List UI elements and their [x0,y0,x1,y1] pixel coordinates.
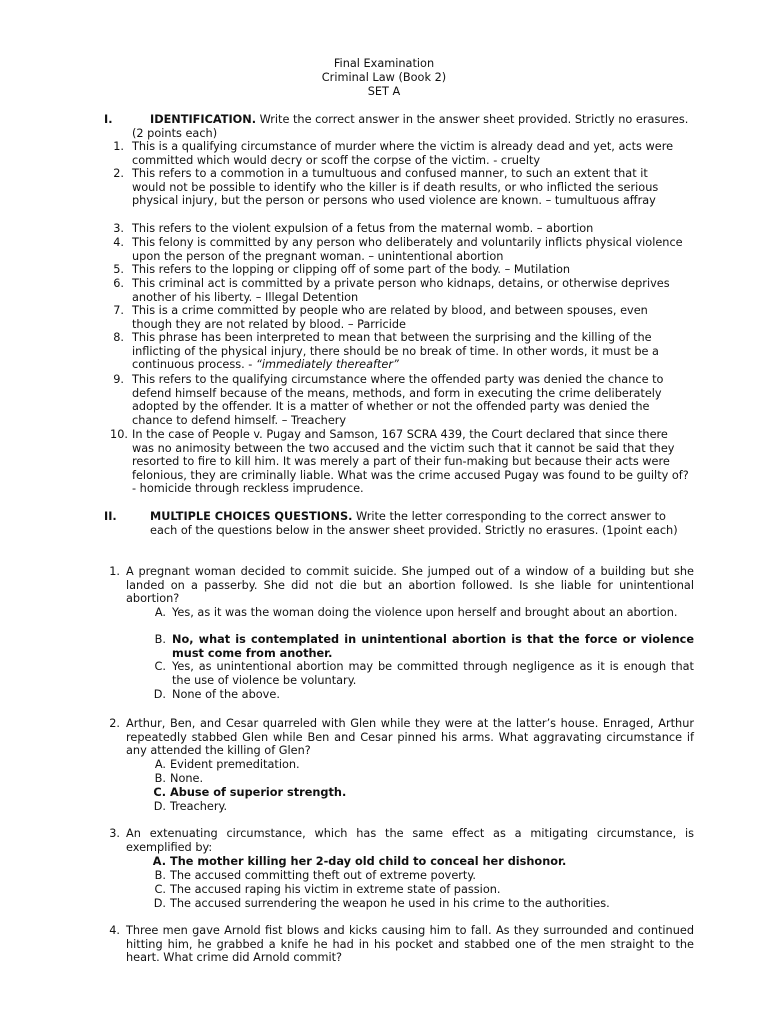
id-item: In the case of People v. Pugay and Samson, 167 SCRA 439, the Court declared that since there was no animosity between the two accused and the victim such that it cannot be said that they resorted to fire to kill him. It was merely a part of their fun-making but because their acts were felonious, they are criminally liable. What was the crime accused Pugay was found to be guilty of? - homicide through reckless imprudence. [132,428,689,496]
id-item-number: 10. [110,428,128,441]
section2-instruction-text: Write the letter corresponding to the correct answer to each of the questions below in the answer sheet provided. Strictly no erasures. (1point each) [150,510,678,537]
exam-subject: Criminal Law (Book 2) [321,71,447,84]
mc-choice-answer: No, what is contemplated in unintentional abortion is that the force or violence must come from another. [172,633,694,660]
id-item: This criminal act is committed by a private person who kidnaps, detains, or otherwise deprives another of his liberty. – Illegal Detention [132,277,670,304]
mc-choice-letter: C. [154,883,166,896]
mc-question: Arthur, Ben, and Cesar quarreled with Glen while they were at the latter’s house. Enraged, Arthur repeatedly stabbed Glen while Ben and Cesar pinned his arms. What aggravating circumstance if any attended the killing of Glen? [126,717,694,758]
mc-choice: Treachery. [170,800,228,813]
exam-set: SET A [367,85,401,98]
mc-choice-letter: B. [154,772,166,785]
id-item-number: 4. [113,236,124,249]
mc-choice-answer: Abuse of superior strength. [170,786,347,799]
id-item-answer: “immediately thereafter” [255,358,399,372]
section2-instructions [150,510,680,537]
id-item-number: 2. [113,167,124,180]
id-item: This is a crime committed by people who are related by blood, and between spouses, even though they are not related by blood. – Parricide [132,304,648,331]
id-item: This felony is committed by any person who deliberately and voluntarily inflicts physical violence upon the person of the pregnant woman. – unintentional abortion [132,236,683,263]
mc-choice-letter: C. [154,660,166,673]
mc-choice-letter: B. [154,869,166,882]
mc-choice-answer: The mother killing her 2-day old child to conceal her dishonor. [170,855,567,868]
id-item: This refers to the lopping or clipping off of some part of the body. – Mutilation [132,263,571,276]
mc-choice: The accused committing theft out of extreme poverty. [170,869,477,882]
id-item-number: 3. [113,222,124,235]
id-item: This is a qualifying circumstance of murder where the victim is already dead and yet, acts were committed which would decry or scoff the corpse of the victim. - cruelty [132,140,674,167]
id-item: This refers to the violent expulsion of a fetus from the maternal womb. – abortion [132,222,594,235]
mc-choice-letter: B. [154,633,166,646]
mc-choice-letter: A. [152,855,166,868]
mc-choice: Yes, as it was the woman doing the violence upon herself and brought about an abortion. [172,606,678,619]
mc-question-number: 1. [109,565,120,578]
mc-question: An extenuating circumstance, which has the same effect as a mitigating circumstance, is exemplified by: [126,827,694,854]
mc-choice: Evident premeditation. [170,758,300,771]
mc-choice: The accused surrendering the weapon he used in his crime to the authorities. [170,897,610,910]
id-item-number: 9. [113,373,124,386]
mc-choice: None. [170,772,204,785]
exam-title: Final Examination [333,57,435,70]
id-item-number: 6. [113,277,124,290]
section1-heading: IDENTIFICATION. [150,113,256,126]
section1-instruction-text: Write the correct answer in the answer sheet provided. Strictly no erasures. (2 points each) [132,113,689,140]
mc-question-number: 4. [109,924,120,937]
id-item-number: 7. [113,304,124,317]
id-item-number: 5. [113,263,124,276]
mc-choice-letter: D. [153,800,166,813]
id-item [132,331,684,372]
section1-numeral: I. [104,113,113,126]
id-item: This refers to the qualifying circumstance where the offended party was denied the chance to defend himself because of the means, methods, and form in executing the crime deliberately adopted by the offender. It is a matter of whether or not the offended party was denied the chance to defend himself. – Treachery [132,373,664,427]
mc-choice-letter: C. [153,786,166,799]
id-item-text: This phrase has been interpreted to mean that between the surprising and the killing of the inflicting of the physical injury, there should be no break of time. In other words, it must be a continuous process. - [132,331,659,372]
mc-choice-letter: D. [153,897,166,910]
mc-choice-letter: A. [154,758,166,771]
id-item-number: 1. [113,140,124,153]
mc-choice: The accused raping his victim in extreme state of passion. [170,883,501,896]
id-item: This refers to a commotion in a tumultuous and confused manner, to such an extent that it would not be possible to identify who the killer is if death results, or who inflicted the serious physical injury, but the person or persons who used violence are known. – tumultuous affray [132,167,659,208]
section1-instructions [132,113,692,140]
mc-choice: None of the above. [172,688,280,701]
id-item-number: 8. [113,331,124,344]
mc-question-number: 3. [109,827,120,840]
mc-question: A pregnant woman decided to commit suicide. She jumped out of a window of a building but she landed on a passerby. She did not die but an abortion followed. Is she liable for unintentional abortion? [126,565,694,606]
mc-question-number: 2. [109,717,120,730]
section2-heading: MULTIPLE CHOICES QUESTIONS. [150,510,353,523]
mc-choice: Yes, as unintentional abortion may be committed through negligence as it is enough that the use of violence be voluntary. [172,660,694,687]
section2-numeral: II. [104,510,117,523]
mc-choice-letter: A. [154,606,166,619]
mc-question: Three men gave Arnold fist blows and kicks causing him to fall. As they surrounded and continued hitting him, he grabbed a knife he had in his pocket and stabbed one of the men straight to the heart. What crime did Arnold commit? [126,924,694,965]
mc-choice-letter: D. [153,688,166,701]
